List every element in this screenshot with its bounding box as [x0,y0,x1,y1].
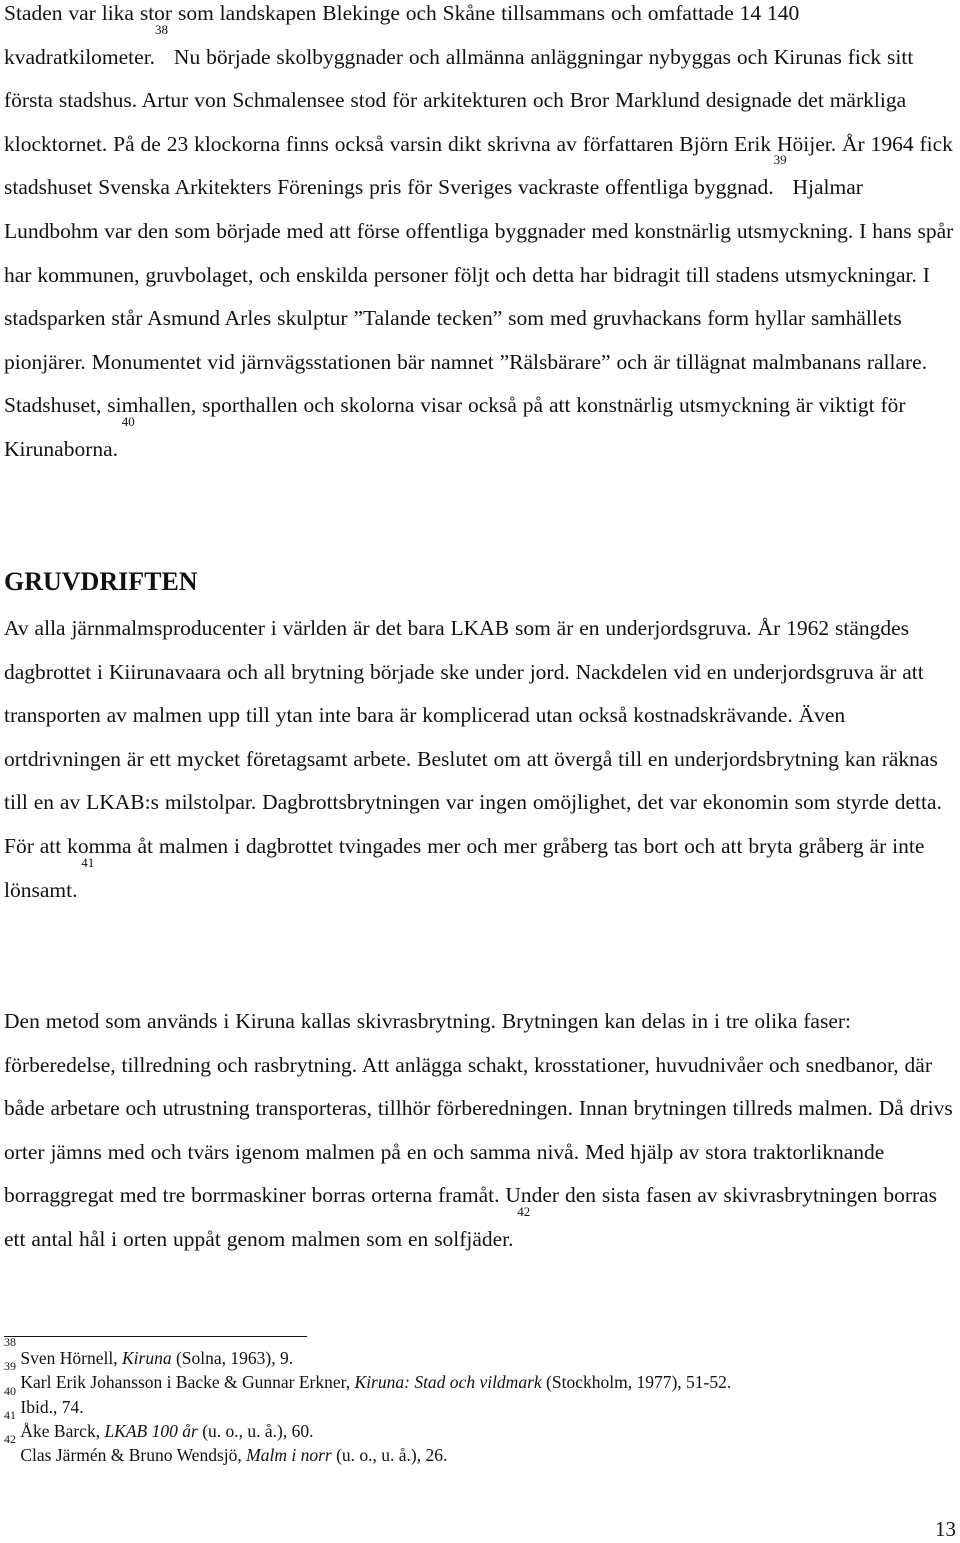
footnote-text: Ibid., 74. [16,1396,84,1417]
paragraph-1-text-c: Hjalmar Lundbohm var den som började med att förse offentliga byggnader med konstnärlig utsmyckning. I hans spår har kommunen, gruvbolaget, och enskilda personer följt och detta har bidragit till stadens utsmyckningar. I stadsparken står Asmund Arles skulptur ”Talande tecken” som med gruvhackans form hyllar samhällets pionjärer. Monumentet vid järnvägsstationen bär namnet ”Rälsbärare” och är tillägnat malmbanans rallare. Stadshuset, simhallen, sporthallen och skolorna visar också på att konstnärlig utsmyckning är viktigt för Kirunaborna. [4,175,954,461]
footnote-text: Åke Barck, [16,1420,105,1441]
footnote-ref-41[interactable]: 41 [77,854,95,870]
footnote-38 [4,1335,954,1370]
footnote-title: Malm i norr [246,1445,332,1466]
footnote-39 [4,1359,954,1394]
footnote-ref-39[interactable]: 39 [773,152,787,168]
page-number: 13 [935,1517,956,1541]
paragraph-1-text-a: Staden var lika stor som landskapen Blekinge och Skåne tillsammans och omfattade 14 140 kvadratkilometer. [4,1,800,69]
footnote-text: Karl Erik Johansson i Backe & Gunnar Erkner, [16,1372,355,1393]
footnote-ref-38[interactable]: 38 [155,21,169,37]
paragraph-3-text: Den metod som används i Kiruna kallas skivrasbrytning. Brytningen kan delas in i tre olika faser: förberedelse, tillredning och rasbrytning. Att anlägga schakt, krosstationer, huvudnivåer och snedbanor, där både arbetare och utrustning transporteras, tillhör förberedningen. Innan brytningen tillreds malmen. Då drivs orter jämns med och tvärs igenom malmen på en och samma nivå. Med hjälp av stora traktorliknande borraggregat med tre borrmaskiner borras orterna framåt. Under den sista fasen av skivrasbrytningen borras ett antal hål i orten uppåt genom malmen som en solfjäder. [4,1009,953,1251]
footnote-42 [4,1432,954,1467]
footnote-text: Sven Hörnell, [16,1348,122,1368]
footnote-ref-40[interactable]: 40 [118,413,135,429]
paragraph-2-text: Av alla järnmalmsproducenter i världen är det bara LKAB som är en underjordsgruva. År 1962 stängdes dagbrottet i Kiirunavaara och all brytning började ske under jord. Nackdelen vid en underjordsgruva är att transporten av malmen upp till ytan inte bara är komplicerad utan också kostnadskrävande. Även ortdrivningen är ett mycket företagsamt arbete. Beslutet om att övergå till en underjordsbrytning kan räknas till en av LKAB:s milstolpar. Dagbrottsbrytningen var ingen omöjlighet, det var ekonomin som styrde detta. För att komma åt malmen i dagbrottet tvingades mer och mer gråberg tas bort och att bryta gråberg är inte lönsamt. [4,616,942,902]
body-paragraph-3 [4,1000,954,1262]
footnote-number: 39 [4,1359,16,1374]
footnote-41 [4,1407,954,1443]
footnote-40 [4,1383,954,1419]
footnote-title: Kiruna: Stad och vildmark [354,1372,542,1393]
footnote-number: 40 [4,1383,16,1398]
footnote-number: 42 [4,1432,16,1447]
footnote-text: (u. o., u. å.), 26. [331,1445,448,1466]
footnote-number: 41 [4,1407,16,1422]
footnote-text: (Solna, 1963), 9. [171,1348,294,1368]
footnote-text: Clas Järmén & Bruno Wendsjö, [16,1445,247,1466]
footnote-title: Kiruna [121,1348,172,1368]
paragraph-1-text-b: Nu började skolbyggnader och allmänna anläggningar nybyggas och Kirunas fick sitt första stadshus. Artur von Schmalensee stod för arkitekturen och Bror Marklund designade det märkliga klocktornet. På de 23 klockorna finns också varsin dikt skrivna av författaren Björn Erik Höijer. År 1964 fick stadshuset Svenska Arkitekters Förenings pris för Sveriges vackraste offentliga byggnad. [4,44,953,200]
footnotes-list [4,1335,954,1467]
footnote-ref-42[interactable]: 42 [513,1203,531,1219]
body-paragraph-1 [4,0,960,472]
section-heading: GRUVDRIFTEN [4,567,198,596]
document-page [4,0,960,1466]
footnote-text: (u. o., u. å.), 60. [197,1420,314,1441]
footnote-number: 38 [4,1335,16,1349]
footnote-text: (Stockholm, 1977), 51-52. [541,1372,732,1393]
footnote-title: LKAB 100 år [104,1420,198,1441]
footnote-separator [4,1336,307,1337]
body-paragraph-2 [4,607,954,912]
